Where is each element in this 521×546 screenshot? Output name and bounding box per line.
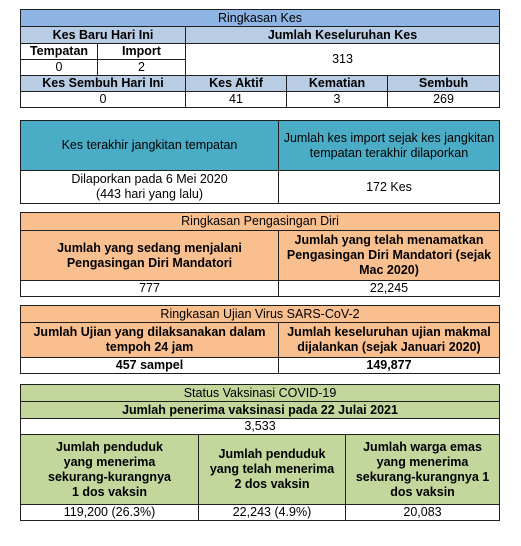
local-label: Tempatan <box>21 44 98 60</box>
local-value: 0 <box>21 60 98 76</box>
deaths-label: Kematian <box>287 76 388 92</box>
isolation-undergoing-label: Jumlah yang sedang menjalani Pengasingan Diri Mandatori <box>21 231 279 281</box>
elderly-dose-label: Jumlah warga emas yang menerima sekurang-kurangnya 1 dos vaksin <box>346 435 500 505</box>
reported-date: Dilaporkan pada 6 Mei 2020 <box>71 172 228 186</box>
testing-block <box>20 305 499 374</box>
local-transmission-block <box>20 120 499 204</box>
case-summary-table <box>20 9 500 108</box>
tests-total-label: Jumlah keseluruhan ujian makmal dijalankan (sejak Januari 2020) <box>279 323 500 358</box>
vaccine-recipients-label: Jumlah penerima vaksinasi pada 22 Julai 2021 <box>21 402 500 419</box>
deaths-value: 3 <box>287 92 388 108</box>
tests-24h-value: 457 sampel <box>21 358 279 374</box>
elderly-dose-value: 20,083 <box>346 505 500 521</box>
import-value: 2 <box>98 60 186 76</box>
vaccination-block <box>20 384 499 521</box>
dose2-label: Jumlah penduduk yang telah menerima 2 dos vaksin <box>199 435 346 505</box>
vaccination-table <box>20 384 500 521</box>
vaccination-title: Status Vaksinasi COVID-19 <box>21 385 500 402</box>
total-cases-value: 313 <box>186 44 500 76</box>
recovered-label: Sembuh <box>388 76 500 92</box>
isolation-completed-label: Jumlah yang telah menamatkan Pengasingan Diri Mandatori (sejak Mac 2020) <box>279 231 500 281</box>
dose1-label: Jumlah penduduk yang menerima sekurang-kurangnya 1 dos vaksin <box>21 435 199 505</box>
vaccine-recipients-value: 3,533 <box>21 419 500 435</box>
import-since-label: Jumlah kes import sejak kes jangkitan tempatan terakhir dilaporkan <box>279 121 500 171</box>
isolation-completed-value: 22,245 <box>279 281 500 297</box>
import-since-value: 172 Kes <box>279 171 500 204</box>
total-cases-header: Jumlah Keseluruhan Kes <box>186 27 500 44</box>
last-local-case-label: Kes terakhir jangkitan tempatan <box>21 121 279 171</box>
testing-title: Ringkasan Ujian Virus SARS-CoV-2 <box>21 306 500 323</box>
dose1-value: 119,200 (26.3%) <box>21 505 199 521</box>
active-cases-value: 41 <box>186 92 287 108</box>
case-summary-block <box>20 9 499 108</box>
days-ago: (443 hari yang lalu) <box>95 187 203 201</box>
isolation-block <box>20 212 499 297</box>
testing-table <box>20 305 500 374</box>
isolation-table <box>20 212 500 297</box>
import-label: Import <box>98 44 186 60</box>
isolation-undergoing-value: 777 <box>21 281 279 297</box>
case-summary-title: Ringkasan Kes <box>21 10 500 27</box>
tests-24h-label: Jumlah Ujian yang dilaksanakan dalam tempoh 24 jam <box>21 323 279 358</box>
dose2-value: 22,243 (4.9%) <box>199 505 346 521</box>
isolation-title: Ringkasan Pengasingan Diri <box>21 213 500 231</box>
recovered-value: 269 <box>388 92 500 108</box>
recovered-today-label: Kes Sembuh Hari Ini <box>21 76 186 92</box>
active-cases-label: Kes Aktif <box>186 76 287 92</box>
tests-total-value: 149,877 <box>279 358 500 374</box>
new-cases-header: Kes Baru Hari Ini <box>21 27 186 44</box>
local-transmission-table <box>20 120 500 204</box>
recovered-today-value: 0 <box>21 92 186 108</box>
last-local-case-value <box>21 171 279 204</box>
